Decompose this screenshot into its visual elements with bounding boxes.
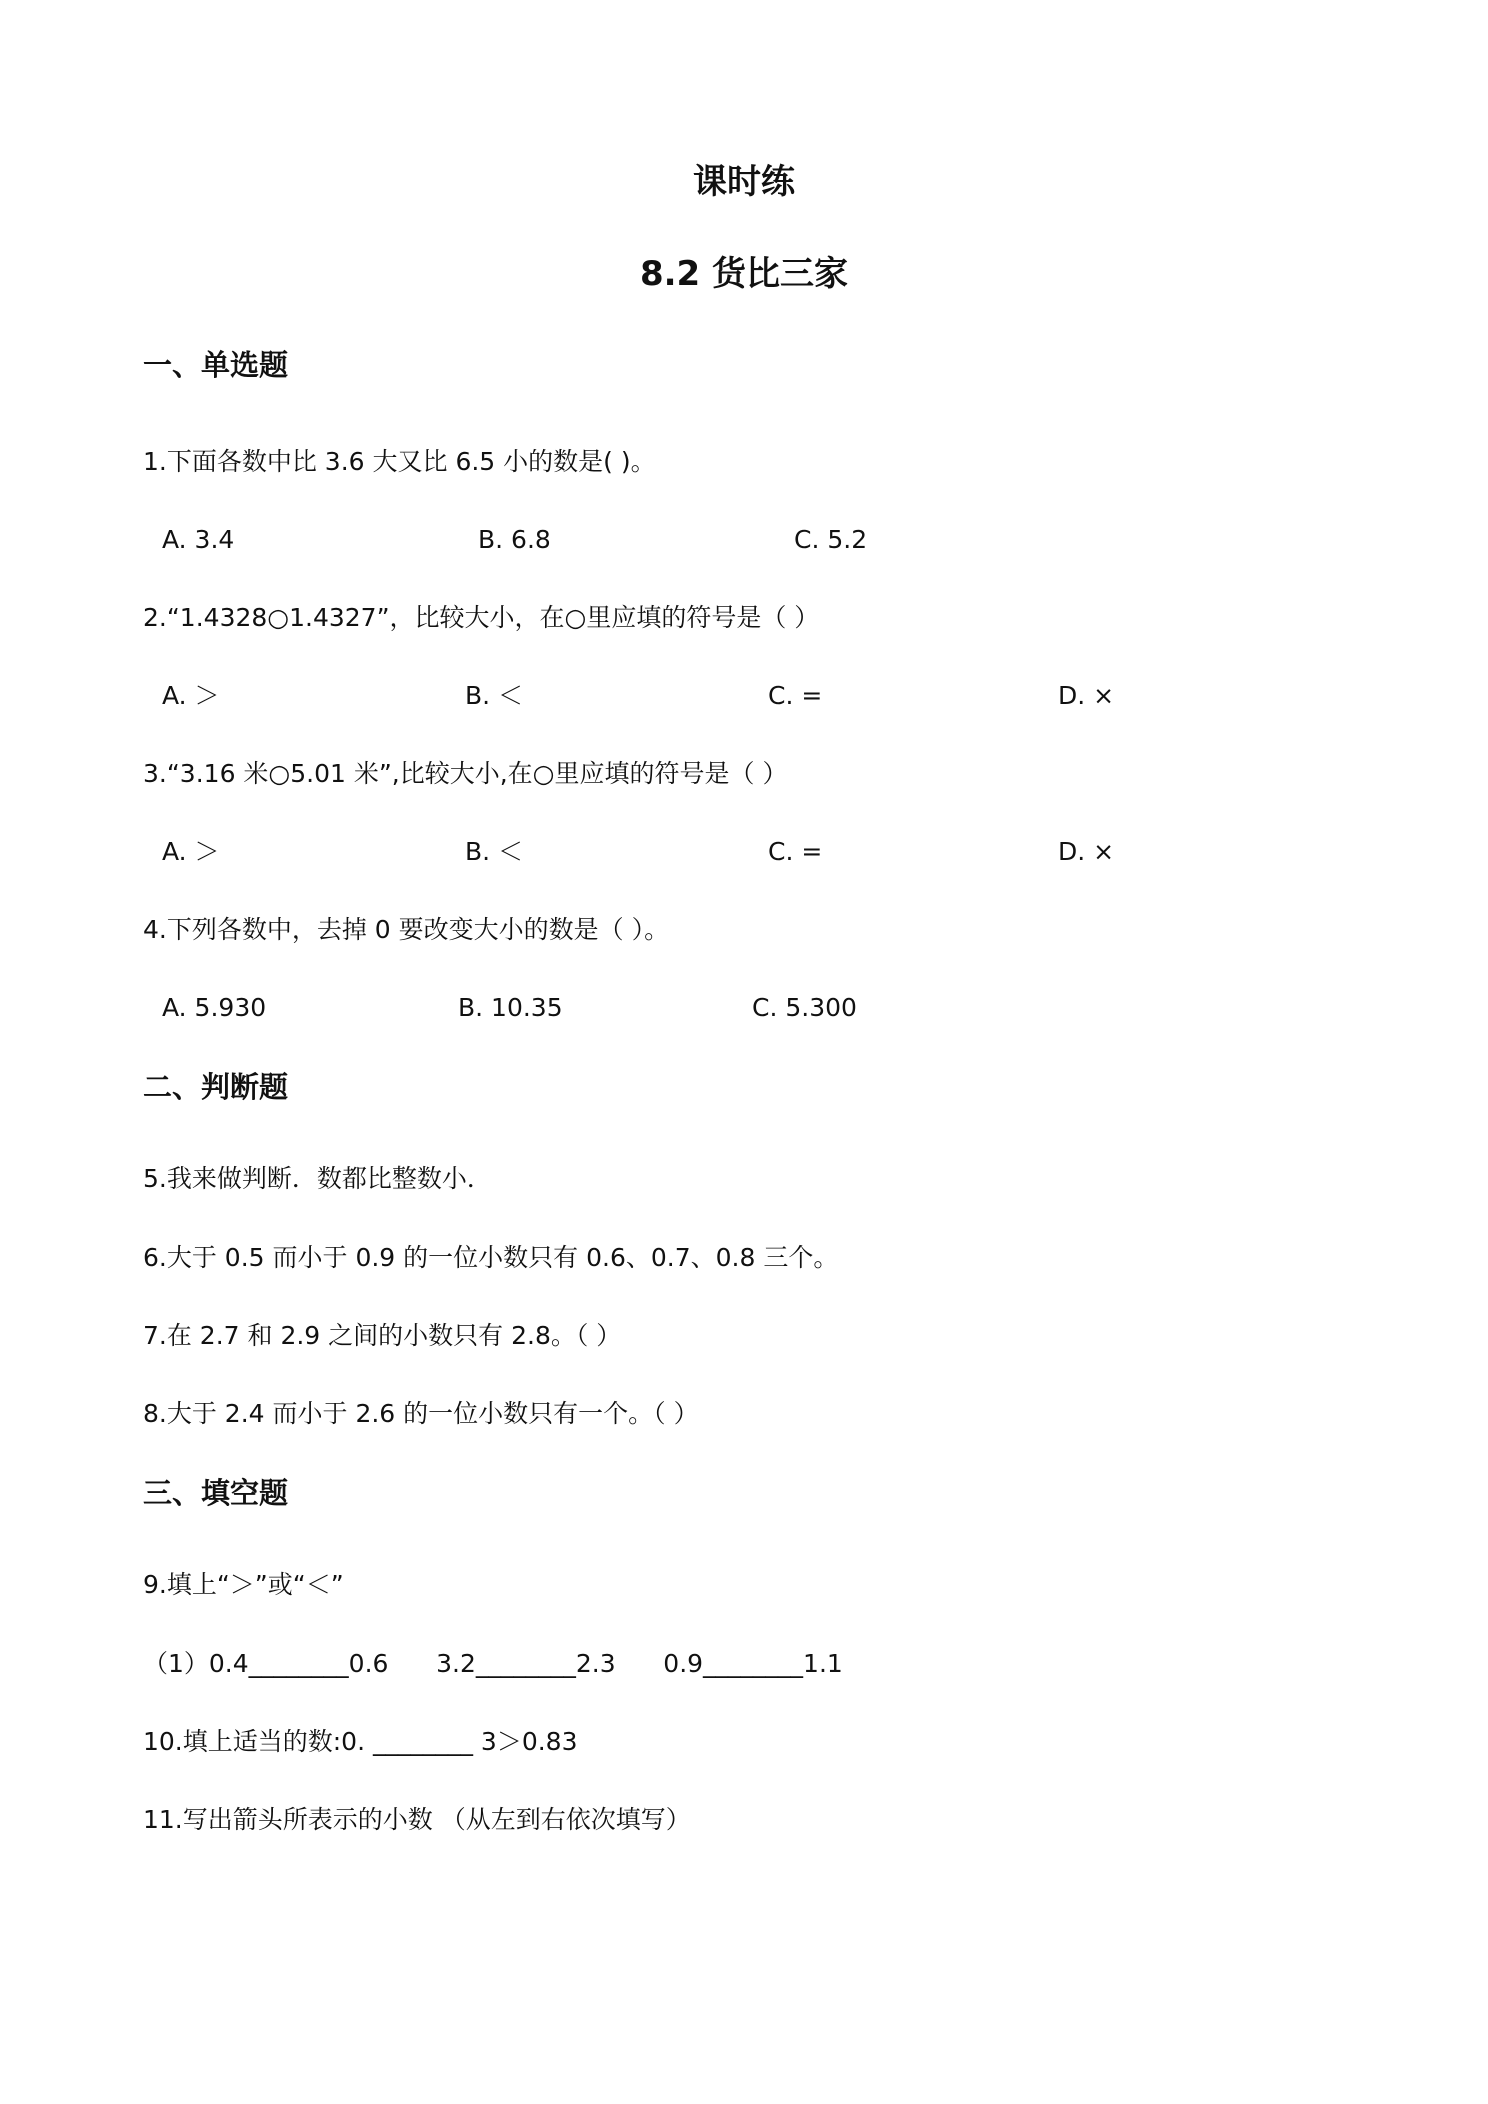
page-title: 课时练	[693, 162, 795, 202]
section-heading-true-false: 二、判断题	[143, 1070, 289, 1104]
question-7: 7.在 2.7 和 2.9 之间的小数只有 2.8。（ ）	[143, 1321, 622, 1350]
page-subtitle: 8.2 货比三家	[639, 254, 849, 294]
question-9: 9.填上“＞”或“＜”	[143, 1570, 344, 1599]
question-3-option-d: D. ×	[1058, 837, 1115, 866]
question-4-option-a: A. 5.930	[162, 993, 267, 1022]
question-2-option-d: D. ×	[1058, 681, 1115, 710]
question-2-option-c: C. =	[768, 681, 823, 710]
question-2: 2.“1.4328○1.4327”，比较大小，在○里应填的符号是（ ）	[143, 603, 820, 632]
question-10: 10.填上适当的数:0. ________ 3＞0.83	[143, 1727, 578, 1756]
question-9-part-1: （1）0.4________0.6 3.2________2.3 0.9________1.1	[143, 1649, 843, 1678]
question-4: 4.下列各数中，去掉 0 要改变大小的数是（ ）。	[143, 915, 670, 944]
section-heading-single-choice: 一、单选题	[143, 348, 289, 382]
question-1: 1.下面各数中比 3.6 大又比 6.5 小的数是( )。	[143, 447, 656, 476]
question-3-option-c: C. =	[768, 837, 823, 866]
question-4-option-b: B. 10.35	[458, 993, 563, 1022]
question-6: 6.大于 0.5 而小于 0.9 的一位小数只有 0.6、0.7、0.8 三个。	[143, 1243, 839, 1272]
question-3-option-b: B. ＜	[465, 837, 524, 866]
question-2-option-a: A. ＞	[162, 681, 220, 710]
question-11: 11.写出箭头所表示的小数 （从左到右依次填写）	[143, 1805, 691, 1834]
question-4-option-c: C. 5.300	[752, 993, 857, 1022]
question-1-option-c: C. 5.2	[794, 525, 868, 554]
question-3-option-a: A. ＞	[162, 837, 220, 866]
question-1-option-b: B. 6.8	[478, 525, 551, 554]
section-heading-fill-blank: 三、填空题	[143, 1476, 289, 1510]
question-8: 8.大于 2.4 而小于 2.6 的一位小数只有一个。（ ）	[143, 1399, 699, 1428]
question-1-option-a: A. 3.4	[162, 525, 235, 554]
question-2-option-b: B. ＜	[465, 681, 524, 710]
question-3: 3.“3.16 米○5.01 米”,比较大小,在○里应填的符号是（ ）	[143, 759, 788, 788]
question-5: 5.我来做判断．数都比整数小．	[143, 1164, 492, 1193]
